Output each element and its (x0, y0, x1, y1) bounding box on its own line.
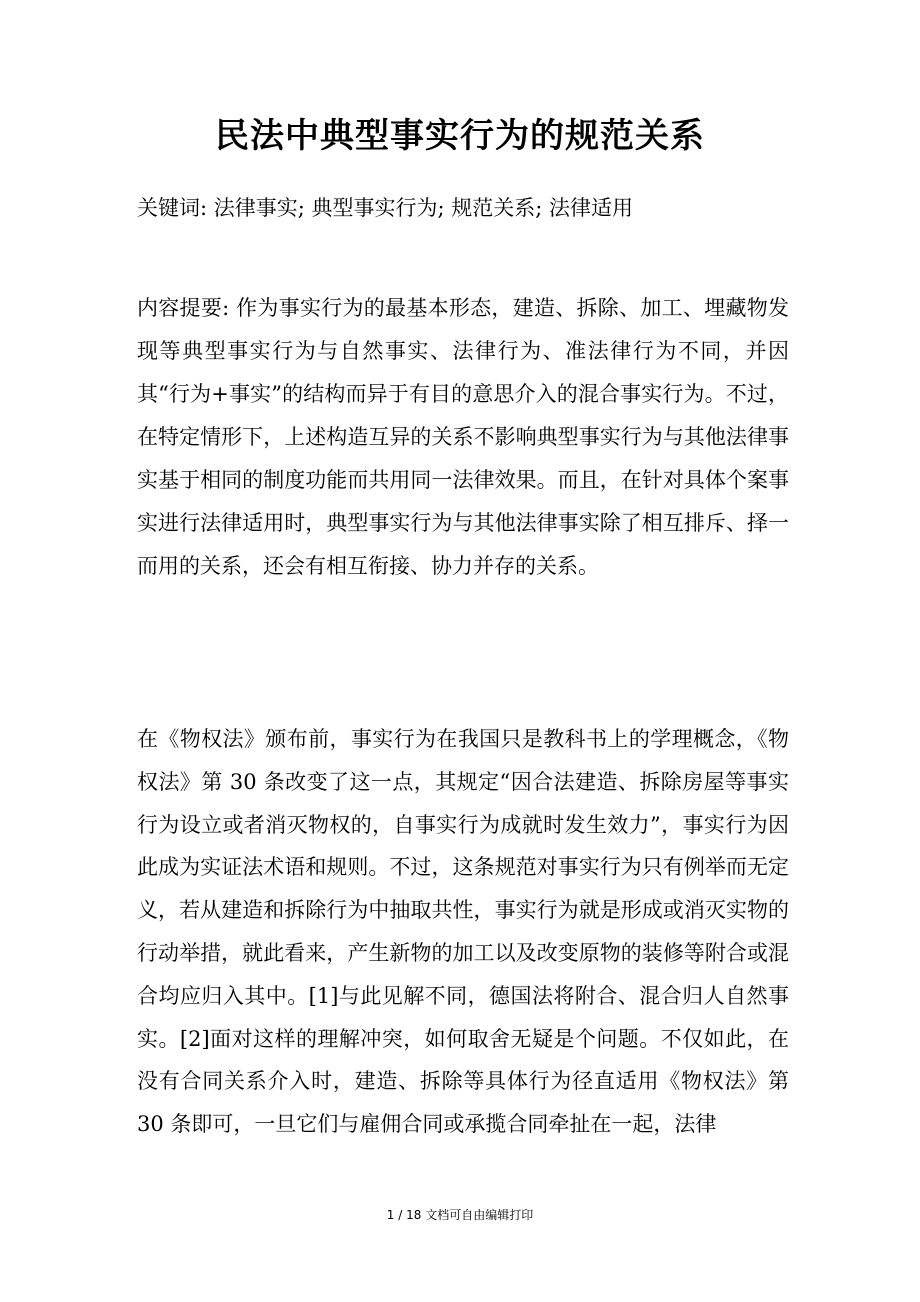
abstract-paragraph: 内容提要: 作为事实行为的最基本形态，建造、拆除、加工、埋藏物发现等典型事实行为与自然事实、法律行为、准法律行为不同，并因其“行为+事实”的结构而异于有目的意思介入的混合事实行为。不过，在特定情形下，上述构造互异的关系不影响典型事实行为与其他法律事实基于相同的制度功能而共用同一法律效果。而且，在针对具体个案事实进行法律适用时，典型事实行为与其他法律事实除了相互排斥、择一而用的关系，还会有相互衔接、协力并存的关系。 (137, 296, 789, 578)
body-paragraph: 在《物权法》颁布前，事实行为在我国只是教科书上的学理概念，《物权法》第 30 条改变了这一点，其规定“因合法建造、拆除房屋等事实行为设立或者消灭物权的，自事实行为成就时发生效力”，事实行为因此成为实证法术语和规则。不过，这条规范对事实行为只有例举而无定义，若从建造和拆除行为中抽取共性，事实行为就是形成或消灭实物的行动举措，就此看来，产生新物的加工以及改变原物的装修等附合或混合均应归入其中。[1]与此见解不同，德国法将附合、混合归人自然事实。[2]面对这样的理解冲突，如何取舍无疑是个问题。不仅如此，在没有合同关系介入时，建造、拆除等具体行为径直适用《物权法》第 30 条即可，一旦它们与雇佣合同或承揽合同牵扯在一起，法律 (137, 727, 789, 1137)
page-footer: 1 / 18 文档可自由编辑打印 (386, 1208, 534, 1222)
document-title: 民法中典型事实行为的规范关系 (215, 116, 705, 156)
keywords-line: 关键词: 法律事实; 典型事实行为; 规范关系; 法律适用 (137, 196, 634, 220)
